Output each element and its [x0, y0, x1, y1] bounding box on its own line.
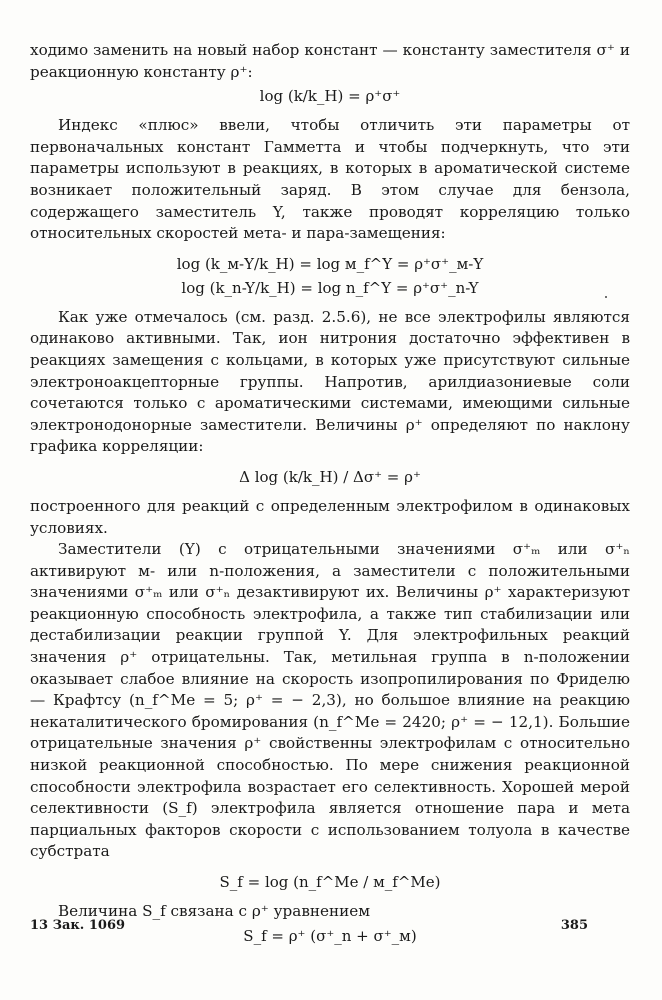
page-body — [30, 40, 630, 949]
paragraph-5: Заместители (Y) с отрицательными значениями σ⁺ₘ или σ⁺ₙ активируют м- или n-положения, а заместители с положительными значениями σ⁺ₘ или σ⁺ₙ дезактивируют их. Величины ρ⁺ характеризуют реакционную способность электрофила, а также тип стабилизации или дестабилизации реакции группой Y. Для электрофильных реакций значения ρ⁺ отрицательны. Так, метильная группа в n-положении оказывает слабое влияние на скорость изопропилирования по Фриделю — Крафтсу (n_f^Me = 5; ρ⁺ = − 2,3), но большое влияние на реакцию некаталитического бромирования (n_f^Me = 2420; ρ⁺ = − 12,1). Большие отрицательные значения ρ⁺ свойственны электрофилам с относительно низкой реакционной способностью. По мере снижения реакционной способности электрофила возрастает его селективность. Хорошей мерой селективности (S_f) электрофила является отношение пара и мета парциальных факторов скорости с использованием толуола в качестве субстрата — [30, 540, 630, 861]
formula-hammett-plus: log (k/k_H) = ρ⁺σ⁺ — [259, 87, 401, 106]
formula-meta: log (k_м-Y/k_H) = log м_f^Y = ρ⁺σ⁺_м-Y — [176, 254, 484, 273]
formula-para: log (k_n-Y/k_H) = log n_f^Y = ρ⁺σ⁺_n-Y — [181, 278, 479, 297]
formula-selectivity: S_f = log (n_f^Me / м_f^Me) — [219, 873, 441, 891]
paragraph-1: ходимо заменить на новый набор констант — константу заместителя σ⁺ и реакционную константу ρ⁺: — [30, 41, 630, 81]
formula-slope: Δ log (k/k_H) / Δσ⁺ = ρ⁺ — [239, 467, 421, 486]
paragraph-2: Индекс «плюс» ввели, чтобы отличить эти параметры от первоначальных констант Гамметта и чтобы подчеркнуть, что эти параметры используют в реакциях, в которых в ароматической системе возникает положительный заряд. В этом случае для бензола, содержащего заместитель Y, также проводят корреляцию только относительных скоростей мета- и пара-замещения: — [30, 116, 630, 243]
page-number: 385 — [560, 918, 588, 933]
footer-print-mark: 13 Зак. 1069 — [30, 918, 126, 933]
print-speck — [605, 296, 607, 298]
paragraph-3: Как уже отмечалось (см. разд. 2.5.6), не все электрофилы являются одинаково активными. Так, ион нитрония достаточно эффективен в реакциях замещения с кольцами, в которых уже присутствуют сильные электроноакцепторные группы. Напротив, арилдиазониевые соли сочетаются только с ароматическими системами, имеющими сильные электронодонорные заместители. Величины ρ⁺ определяют по наклону графика корреляции: — [30, 307, 630, 456]
formula-sf-rho: S_f = ρ⁺ (σ⁺_n + σ⁺_м) — [243, 926, 417, 945]
paragraph-4: построенного для реакций с определенным электрофилом в одинаковых условиях. — [30, 496, 630, 537]
paragraph-6: Величина S_f связана с ρ⁺ уравнением — [58, 902, 371, 920]
